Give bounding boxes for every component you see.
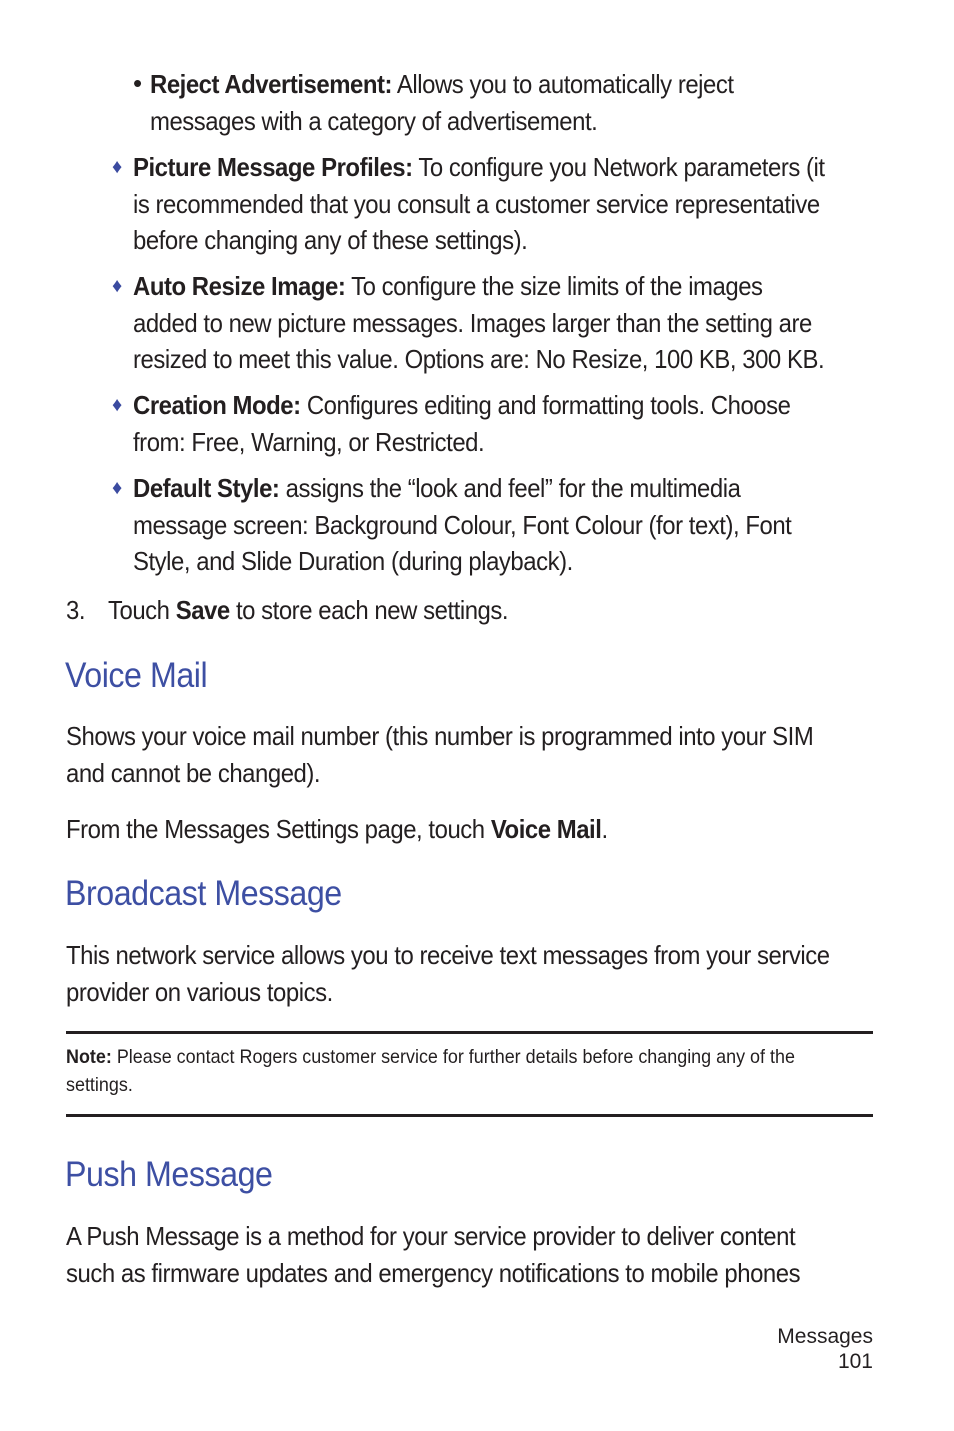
note-top-rule (66, 1031, 873, 1034)
picture-message-profiles-item: Picture Message Profiles: To configure you Network parameters (it is recommended that you consult a customer service representative before changing any of these settings). (133, 152, 825, 255)
broadcast-message-description: This network service allows you to receive text messages from your service provider on various topics. (66, 940, 830, 1007)
broadcast-message-heading: Broadcast Message (65, 874, 342, 913)
item-label: Auto Resize Image: (133, 271, 346, 301)
footer-section-name: Messages (777, 1325, 873, 1348)
page-footer (777, 1324, 873, 1374)
diamond-bullet-icon: ♦ (112, 394, 123, 416)
auto-resize-image-item: Auto Resize Image: To configure the size limits of the images added to new picture messages. Images larger than the setting are resized to meet this value. Options are: No Resize, 100 KB, 300 KB. (133, 271, 825, 374)
voice-mail-description: Shows your voice mail number (this number is programmed into your SIM and cannot be changed). (66, 721, 814, 788)
step-3-text: Touch Save to store each new settings. (108, 595, 509, 625)
reject-advertisement-label: Reject Advertisement: (150, 69, 393, 99)
voice-mail-heading: Voice Mail (65, 656, 208, 695)
item-label: Default Style: (133, 473, 280, 503)
diamond-bullet-icon: ♦ (112, 477, 123, 499)
item-label: Creation Mode: (133, 390, 301, 420)
save-keyword: Save (175, 595, 230, 625)
voice-mail-instruction: From the Messages Settings page, touch Voice Mail. (66, 814, 608, 844)
note-text: Note: Please contact Rogers customer service for further details before changing any of the settings. (66, 1046, 795, 1096)
page-number: 101 (837, 1350, 873, 1373)
diamond-bullet-icon: ♦ (112, 156, 123, 178)
diamond-bullet-icon: ♦ (112, 275, 123, 297)
note-bottom-rule (66, 1114, 873, 1117)
bullet-dot-icon: • (133, 68, 143, 98)
reject-advertisement-item: Reject Advertisement: Allows you to automatically reject messages with a category of advertisement. (150, 69, 734, 136)
push-message-description: A Push Message is a method for your service provider to deliver content such as firmware updates and emergency notifications to mobile phones (66, 1221, 801, 1288)
step-number: 3. (66, 595, 86, 625)
voice-mail-keyword: Voice Mail (490, 814, 602, 844)
item-label: Picture Message Profiles: (133, 152, 413, 182)
push-message-heading: Push Message (65, 1155, 273, 1194)
note-label: Note: (66, 1046, 112, 1068)
creation-mode-item: Creation Mode: Configures editing and formatting tools. Choose from: Free, Warning, or Restricted. (133, 390, 791, 457)
default-style-item: Default Style: assigns the “look and feel” for the multimedia message screen: Background Colour, Font Colour (for text), Font Style, and Slide Duration (during playback). (133, 473, 792, 576)
